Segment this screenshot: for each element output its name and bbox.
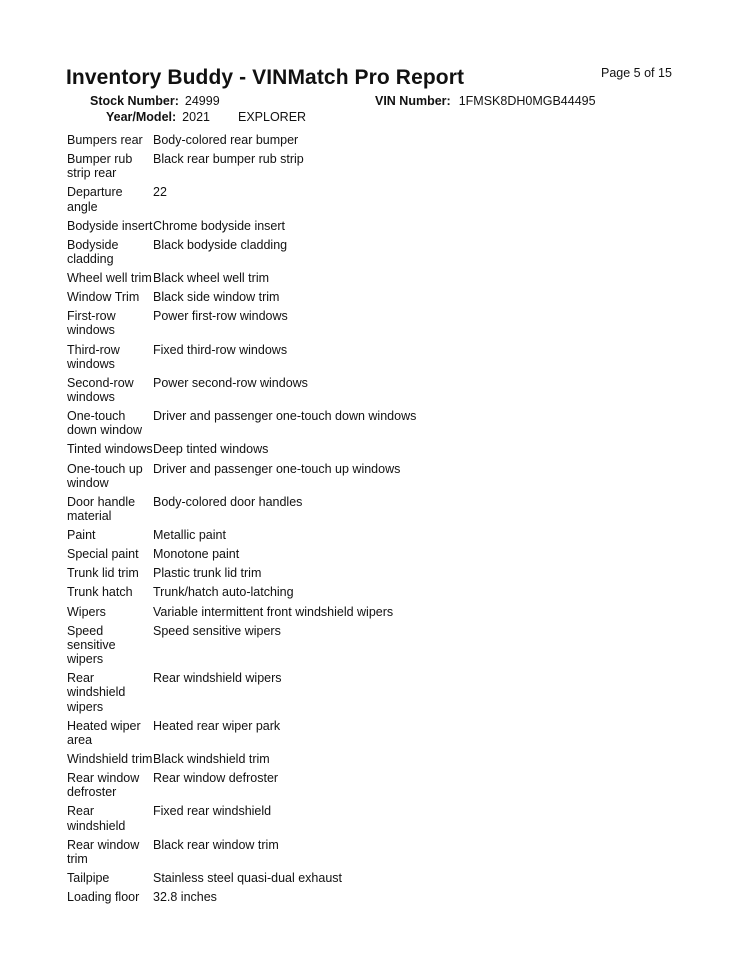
spec-row [67, 495, 707, 523]
spec-value: Speed sensitive wipers [153, 623, 281, 638]
spec-row [67, 890, 707, 904]
spec-row [67, 409, 707, 437]
spec-row [67, 309, 707, 337]
spec-row [67, 376, 707, 404]
spec-row [67, 624, 707, 667]
spec-value: Black windshield trim [153, 751, 270, 766]
spec-value: 32.8 inches [153, 889, 217, 904]
spec-value: Rear window defroster [153, 771, 279, 785]
spec-label: Third-row windows [67, 342, 120, 371]
spec-label: Bodyside insert [67, 218, 153, 233]
year-model-label: Year/Model: [106, 110, 177, 124]
spec-row [67, 462, 707, 490]
spec-row [67, 528, 707, 542]
spec-label: Departure angle [67, 185, 123, 214]
vin-number [375, 94, 596, 108]
spec-value: Driver and passenger one-touch up windows [153, 461, 401, 476]
spec-label: Door handle material [67, 494, 136, 524]
spec-value: Stainless steel quasi-dual exhaust [153, 870, 343, 885]
spec-value: Black rear window trim [153, 837, 279, 852]
spec-value: Variable intermittent front windshield wipers [153, 604, 394, 619]
spec-row [67, 152, 707, 180]
page-number: Page 5 of 15 [601, 66, 672, 80]
spec-value: Metallic paint [153, 528, 226, 543]
spec-value: Plastic trunk lid trim [153, 566, 262, 581]
spec-value: Driver and passenger one-touch down windows [153, 409, 417, 424]
spec-value: Black wheel well trim [153, 271, 270, 286]
spec-label: Rear windshield [67, 804, 126, 833]
spec-row [67, 871, 707, 885]
spec-row [67, 133, 707, 147]
spec-row [67, 219, 707, 233]
spec-row [67, 585, 707, 599]
spec-label: Special paint [67, 547, 139, 562]
spec-row [67, 838, 707, 866]
spec-row [67, 442, 707, 456]
report-title: Inventory Buddy - VINMatch Pro Report [66, 66, 465, 89]
model-value: EXPLORER [237, 110, 307, 124]
year-value: 2021 [182, 110, 210, 124]
spec-label: Trunk lid trim [67, 566, 139, 581]
spec-label: Bumper rub strip rear [67, 152, 133, 181]
spec-value: Body-colored rear bumper [153, 133, 299, 147]
spec-label: Speed sensitive wipers [67, 623, 116, 667]
spec-value: Black side window trim [153, 290, 280, 305]
spec-label: Trunk hatch [67, 585, 133, 600]
spec-row [67, 547, 707, 561]
spec-label: Rear window defroster [67, 771, 140, 800]
stock-number-label: Stock Number: [90, 94, 179, 108]
stock-number [90, 94, 220, 108]
spec-label: Tinted windows [67, 442, 153, 457]
spec-row [67, 566, 707, 580]
spec-label: Window Trim [67, 290, 140, 305]
spec-value: Power second-row windows [153, 375, 308, 390]
stock-number-value: 24999 [184, 94, 220, 108]
spec-label: First-row windows [67, 309, 116, 338]
spec-value: Trunk/hatch auto-latching [153, 585, 294, 600]
spec-row [67, 671, 707, 714]
spec-row [67, 752, 707, 766]
spec-row [67, 185, 707, 213]
spec-row [67, 719, 707, 747]
spec-value: Power first-row windows [153, 309, 288, 324]
spec-label: Heated wiper area [67, 718, 141, 747]
spec-label: Wipers [67, 604, 106, 619]
vin-number-label: VIN Number: [375, 94, 451, 108]
spec-label: One-touch up window [67, 461, 143, 490]
spec-label: Second-row windows [67, 375, 134, 405]
spec-row [67, 238, 707, 266]
spec-label: Rear windshield wipers [67, 671, 126, 714]
spec-value: Deep tinted windows [153, 442, 269, 457]
spec-value: Black bodyside cladding [153, 237, 288, 252]
spec-value: Fixed rear windshield [153, 804, 272, 819]
spec-value: Heated rear wiper park [153, 718, 281, 733]
spec-label: Windshield trim [67, 751, 153, 766]
spec-label: One-touch down window [67, 409, 143, 438]
spec-value: Black rear bumper rub strip [153, 152, 304, 167]
spec-value: Monotone paint [153, 547, 240, 562]
spec-value: 22 [153, 185, 167, 200]
spec-row [67, 271, 707, 285]
vin-number-value: 1FMSK8DH0MGB44495 [458, 94, 596, 108]
spec-row [67, 343, 707, 371]
spec-value: Body-colored door handles [153, 494, 303, 509]
spec-row [67, 804, 707, 832]
spec-row [67, 605, 707, 619]
spec-label: Loading floor [67, 889, 140, 904]
spec-label: Wheel well trim [67, 271, 152, 286]
year-model [106, 110, 306, 124]
spec-label: Rear window trim [67, 837, 140, 866]
spec-value: Fixed third-row windows [153, 342, 288, 357]
spec-label: Bumpers rear [67, 133, 143, 147]
spec-value: Rear windshield wipers [153, 671, 282, 686]
spec-label: Bodyside cladding [67, 237, 119, 266]
spec-row [67, 290, 707, 304]
spec-label: Tailpipe [67, 870, 110, 885]
spec-list [67, 133, 707, 909]
spec-value: Chrome bodyside insert [153, 218, 286, 233]
spec-label: Paint [67, 528, 96, 543]
spec-row [67, 771, 707, 799]
